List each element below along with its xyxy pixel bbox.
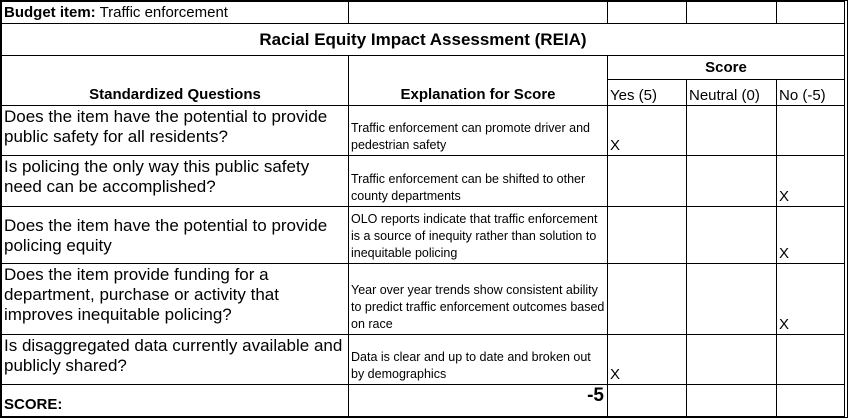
score-label: SCORE: (2, 385, 349, 417)
neutral-mark (687, 156, 777, 207)
empty-cell (687, 385, 777, 417)
yes-mark: X (608, 335, 687, 385)
explanation-cell: Traffic enforcement can promote driver and pedestrian safety (349, 106, 608, 156)
no-mark: X (777, 264, 845, 335)
yes-mark: X (608, 106, 687, 156)
neutral-mark (687, 264, 777, 335)
neutral-mark (687, 335, 777, 385)
yes-mark (608, 264, 687, 335)
no-mark (777, 335, 845, 385)
no-mark: X (777, 207, 845, 264)
budget-item-value: Traffic enforcement (99, 4, 228, 21)
yes-mark (608, 156, 687, 207)
yes-header: Yes (5) (608, 80, 687, 106)
budget-item-cell (2, 2, 349, 24)
score-row (2, 385, 845, 417)
explanation-cell: Year over year trends show consistent ability to predict traffic enforcement outcomes based on race (349, 264, 608, 335)
no-mark (777, 106, 845, 156)
explanation-header: Explanation for Score (349, 56, 608, 106)
explanation-cell: Data is clear and up to date and broken out by demographics (349, 335, 608, 385)
reia-table (1, 1, 845, 417)
table-row (2, 106, 845, 156)
score-group-header: Score (608, 56, 845, 80)
no-mark: X (777, 156, 845, 207)
questions-header: Standardized Questions (2, 56, 349, 106)
table-row (2, 264, 845, 335)
empty-cell (349, 2, 608, 24)
title-row (2, 24, 845, 56)
budget-item-label: Budget item: (4, 4, 96, 21)
empty-cell (687, 2, 777, 24)
score-value: -5 (349, 385, 608, 417)
question-cell: Does the item have the potential to provide policing equity (2, 207, 349, 264)
neutral-mark (687, 106, 777, 156)
neutral-header: Neutral (0) (687, 80, 777, 106)
budget-item-row (2, 2, 845, 24)
score-group-header-row (2, 56, 845, 80)
table-title: Racial Equity Impact Assessment (REIA) (2, 24, 845, 56)
no-header: No (-5) (777, 80, 845, 106)
empty-cell (608, 385, 687, 417)
neutral-mark (687, 207, 777, 264)
table-row (2, 207, 845, 264)
explanation-cell: OLO reports indicate that traffic enforcement is a source of inequity rather than solution to inequitable policing (349, 207, 608, 264)
table-row (2, 156, 845, 207)
explanation-cell: Traffic enforcement can be shifted to other county departments (349, 156, 608, 207)
empty-cell (777, 385, 845, 417)
question-cell: Is policing the only way this public safety need can be accomplished? (2, 156, 349, 207)
empty-cell (608, 2, 687, 24)
yes-mark (608, 207, 687, 264)
table-row (2, 335, 845, 385)
empty-cell (777, 2, 845, 24)
question-cell: Does the item have the potential to provide public safety for all residents? (2, 106, 349, 156)
question-cell: Is disaggregated data currently available and publicly shared? (2, 335, 349, 385)
question-cell: Does the item provide funding for a department, purchase or activity that improves inequitable policing? (2, 264, 349, 335)
